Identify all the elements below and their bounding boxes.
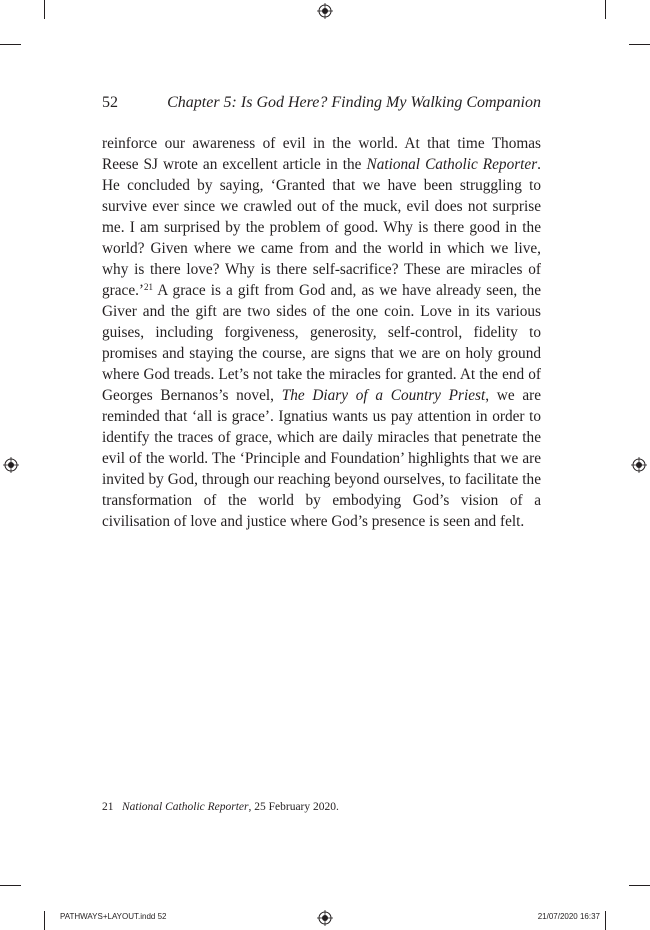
crop-mark-bottom-right <box>605 911 606 930</box>
registration-mark-bottom-icon <box>317 910 333 926</box>
crop-mark-left-top <box>0 44 21 45</box>
footnote <box>102 801 339 813</box>
publication-title: National Catholic Reporter <box>366 156 538 173</box>
body-paragraph <box>102 133 541 532</box>
registration-mark-right-icon <box>631 457 647 473</box>
crop-mark-right-top <box>629 44 650 45</box>
body-segment: reinforce our awareness of evil in the world. At that time Thomas Reese SJ wrote an excellent article in the <box>102 135 541 173</box>
body-segment: , we are reminded that ‘all is grace’. Ignatius wants us pay attention in order to identify the traces of grace, which are daily miracles that penetrate the evil of the world. The ‘Principle and Foundation’ highlights that we are invited by God, through our reaching beyond ourselves, to facilitate the transformation of the world by embodying God’s vision of a civilisation of love and justice where God’s presence is seen and felt. <box>102 387 542 530</box>
running-head: Chapter 5: Is God Here? Finding My Walking Companion <box>167 94 541 111</box>
body-text <box>102 133 541 532</box>
crop-mark-right-bottom <box>629 885 650 886</box>
crop-mark-left-bottom <box>0 885 21 886</box>
body-segment: . He concluded by saying, ‘Granted that we have been struggling to survive ever since we crawled out of the muck, evil does not surprise me. I am surprised by the problem of good. Why is there good in the world? Given where we came from and the world in which we live, why is there love? Why is there self-sacrifice? These are miracles of grace.’ <box>102 156 541 299</box>
crop-mark-bottom-left <box>44 911 45 930</box>
footnote-number: 21 <box>102 801 114 813</box>
footnote-reference[interactable]: 21 <box>144 282 154 292</box>
slug-date: 21/07/2020 16:37 <box>537 912 600 921</box>
footnote-source: National Catholic Reporter <box>122 801 249 813</box>
registration-mark-left-icon <box>3 457 19 473</box>
crop-mark-top-right <box>605 0 606 19</box>
registration-mark-top-icon <box>317 3 333 19</box>
crop-mark-top-left <box>44 0 45 19</box>
footnote-text: , 25 February 2020. <box>248 801 339 813</box>
body-segment: A grace is a gift from God and, as we have already seen, the Giver and the gift are two sides of the one coin. Love in its various guises, including forgiveness, generosity, self-control, fidelity to promises and staying the course, are signs that we are on holy ground where God treads. Let’s not take the miracles for granted. At the end of Georges Bernanos’s novel, <box>102 282 541 404</box>
novel-title: The Diary of a Country Priest <box>281 387 486 404</box>
slug-filename: PATHWAYS+LAYOUT.indd 52 <box>60 912 167 921</box>
page-number: 52 <box>102 94 118 111</box>
